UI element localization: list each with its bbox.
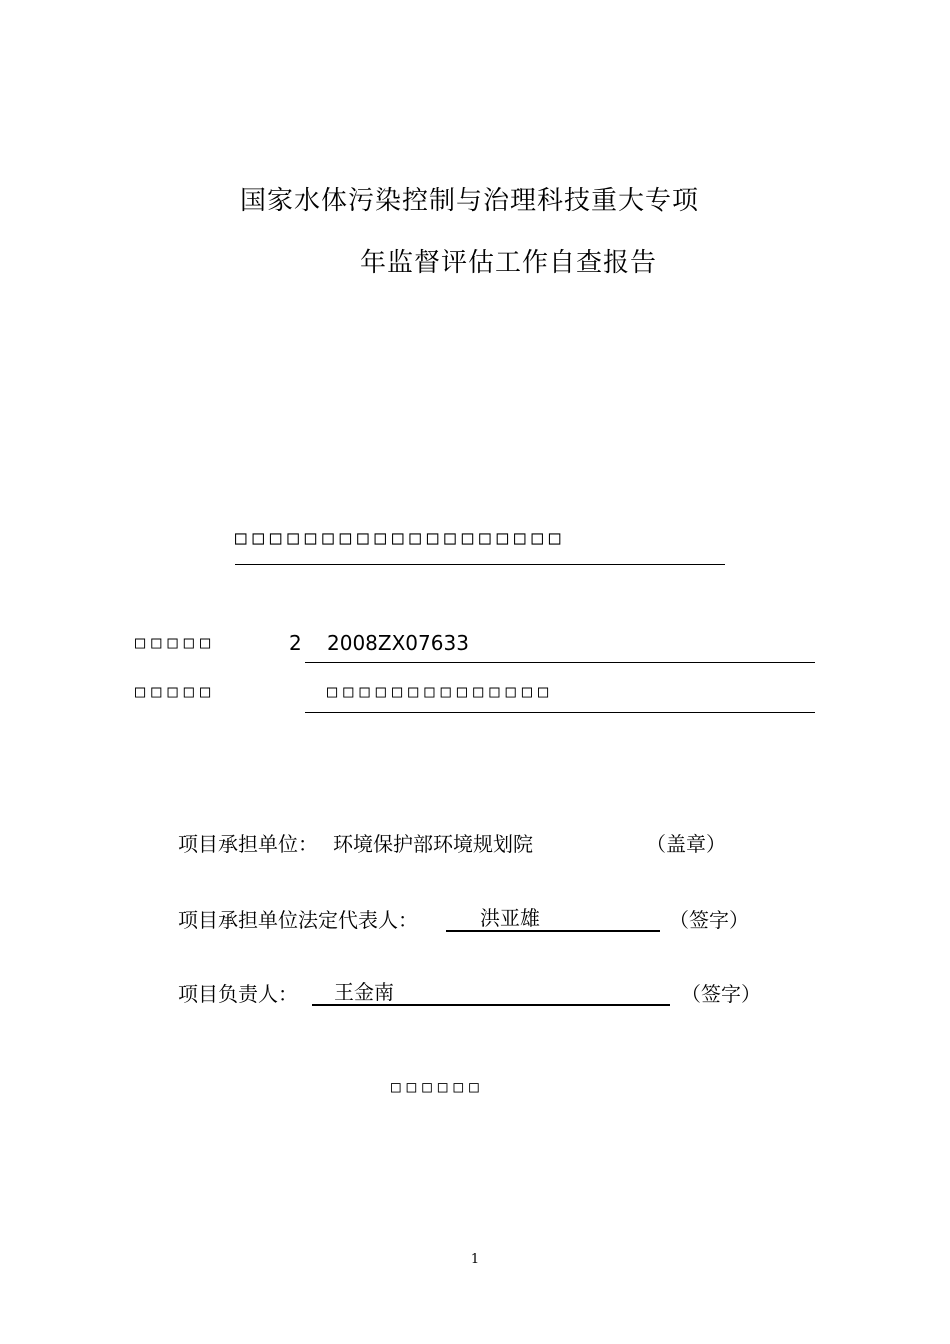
undertaking-unit-label: 项目承担单位： bbox=[178, 832, 318, 856]
undertaking-unit-value: 环境保护部环境规划院 bbox=[333, 832, 533, 856]
project-number-field bbox=[305, 627, 815, 663]
project-number-label: □□□□□ bbox=[135, 633, 217, 653]
subject-field: □□□□□□□□□□□□□□□□□□□ bbox=[235, 527, 725, 565]
legal-representative-signature-tag: （签字） bbox=[669, 908, 749, 932]
project-leader-signature-tag: （签字） bbox=[681, 982, 761, 1006]
report-title-line-2: 年监督评估工作自查报告 bbox=[360, 248, 658, 278]
legal-representative-value: 洪亚雄 bbox=[480, 906, 540, 930]
project-number-prefix: 2 bbox=[289, 631, 302, 655]
project-leader-label: 项目负责人： bbox=[178, 982, 298, 1006]
legal-representative-label: 项目承担单位法定代表人： bbox=[178, 908, 418, 932]
page-number: 1 bbox=[470, 1252, 480, 1267]
project-number-value: 2008ZX07633 bbox=[327, 631, 469, 655]
legal-representative-field bbox=[446, 898, 660, 932]
seal-tag: （盖章） bbox=[646, 832, 726, 856]
project-leader-value: 王金南 bbox=[334, 980, 394, 1004]
project-leader-field bbox=[312, 972, 670, 1006]
project-name-label: □□□□□ bbox=[135, 682, 217, 702]
report-date: □□□□□□ bbox=[391, 1077, 485, 1096]
project-name-field bbox=[305, 676, 815, 713]
report-title-line-1: 国家水体污染控制与治理科技重大专项 bbox=[240, 186, 700, 216]
project-name-value: □□□□□□□□□□□□□□ bbox=[327, 682, 555, 702]
